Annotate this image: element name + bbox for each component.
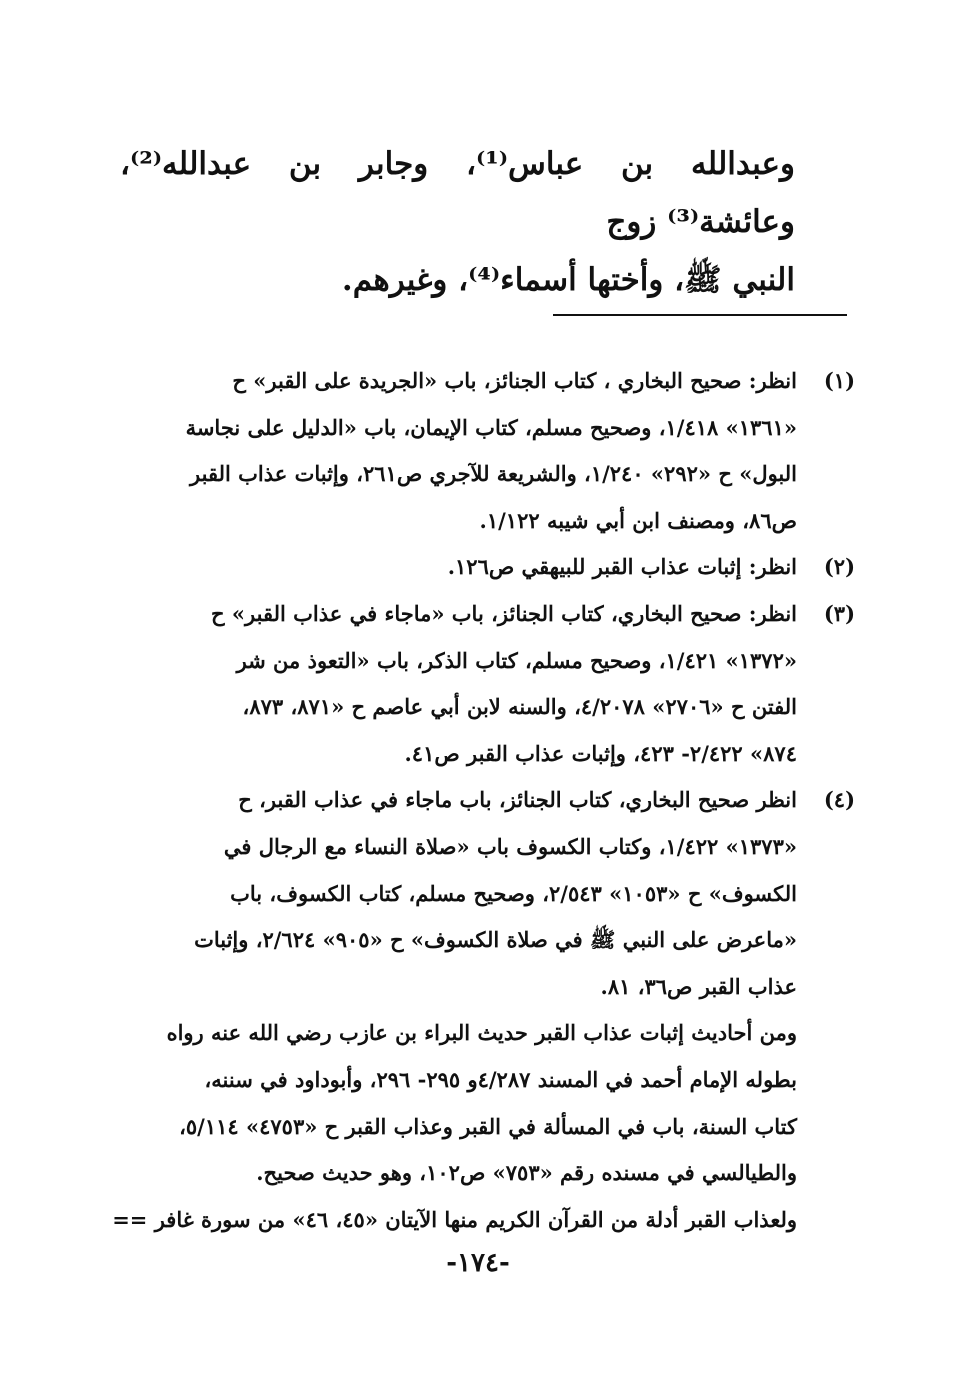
footnote-body — [110, 358, 797, 544]
footnote-3 — [110, 591, 855, 777]
footnote-line: الكسوف» ح «١٠٥٣» ٢/٥٤٣، وصحيح مسلم، كتاب الكسوف، باب — [230, 880, 797, 906]
main-text — [120, 135, 795, 309]
footnote-body — [110, 591, 797, 777]
footnote-continuation — [110, 1010, 855, 1243]
footnote-line: «١٣٧٣» ١/٤٢٢، وكتاب الكسوف باب «صلاة النساء مع الرجال في — [223, 833, 797, 859]
footnote-line: انظر: صحيح البخاري، كتاب الجنائز، باب «ماجاء في عذاب القبر» ح — [211, 600, 797, 626]
footnote-line: انظر: صحيح البخاري ، كتاب الجنائز، باب «الجريدة على القبر» ح — [232, 368, 797, 393]
footnote-number: (٤) — [823, 787, 855, 813]
footnote-line: الفتن ح «٢٧٠٦» ٤/٢٠٧٨، والسنه لابن أبي عاصم ح «٨٧١، ٨٧٣، — [242, 694, 797, 720]
footnote-2 — [110, 544, 855, 591]
main-text-line: وعبدالله بن عباس⁽¹⁾، وجابر بن عبدالله⁽²⁾، وعائشة⁽³⁾ زوج — [120, 146, 795, 240]
footnote-1 — [110, 358, 855, 544]
footnote-body — [110, 544, 797, 591]
footnotes — [110, 358, 855, 1243]
page-number: -١٧٤- — [446, 1248, 510, 1278]
footnote-line: البول» ح «٢٩٢» ١/٢٤٠، والشريعة للآجري ص٢٦١، وإثبات عذاب القبر — [190, 461, 797, 487]
footnote-line: انظر صحيح البخاري، كتاب الجنائز، باب ماجاء في عذاب القبر، ح — [238, 787, 797, 813]
footnote-line: انظر: إثبات عذاب القبر للبيهقي ص١٢٦. — [447, 554, 797, 580]
footnote-line: والطيالسي في مسنده رقم «٧٥٣» ص١٠٢، وهو حديث صحيح. — [256, 1160, 797, 1186]
footnote-body — [110, 777, 797, 1010]
footnote-line: «١٣٦١» ١/٤١٨، وصحيح مسلم، كتاب الإيمان، باب «الدليل على نجاسة — [185, 414, 797, 440]
footnote-line: ولعذاب القبر أدلة من القرآن الكريم منها الآيتان «٤٥، ٤٦» من سورة غافر == — [112, 1206, 797, 1232]
main-text-line: النبي ﷺ، وأختها أسماء⁽⁴⁾، وغيرهم. — [341, 262, 795, 298]
footnote-line: كتاب السنة، باب في المسألة في القبر وعذاب القبر ح «٤٧٥٣» ٥/١١٤، — [179, 1113, 797, 1139]
footnote-line: ٨٧٤» ٢/٤٢٢- ٤٢٣، وإثبات عذاب القبر ص٤١. — [404, 740, 797, 766]
footnote-line: بطوله الإمام أحمد في المسند ٤/٢٨٧و ٢٩٥- ٢٩٦، وأبوداود في سننه، — [204, 1066, 797, 1092]
footnote-number: (٣) — [823, 600, 855, 626]
footnote-extra-text — [110, 1010, 797, 1243]
footnote-4 — [110, 777, 855, 1010]
footnote-separator — [553, 314, 847, 316]
footnote-line: ص٨٦، ومصنف ابن أبي شيبه ١/١٢٢. — [479, 507, 797, 533]
footnote-number: (٢) — [823, 554, 855, 580]
footnote-line: عذاب القبر ص٣٦، ٨١. — [600, 973, 797, 999]
footnote-number: (١) — [823, 368, 855, 393]
footnote-line: «ماعرض على النبي ﷺ في صلاة الكسوف» ح «٩٠٥» ٢/٦٢٤، وإثبات — [194, 927, 797, 953]
footnote-line: «١٣٧٢» ١/٤٢١، وصحيح مسلم، كتاب الذكر، باب «التعوذ من شر — [236, 647, 797, 673]
footnote-line: ومن أحاديث إثبات عذاب القبر حديث البراء بن عازب رضي الله عنه رواه — [166, 1020, 797, 1046]
